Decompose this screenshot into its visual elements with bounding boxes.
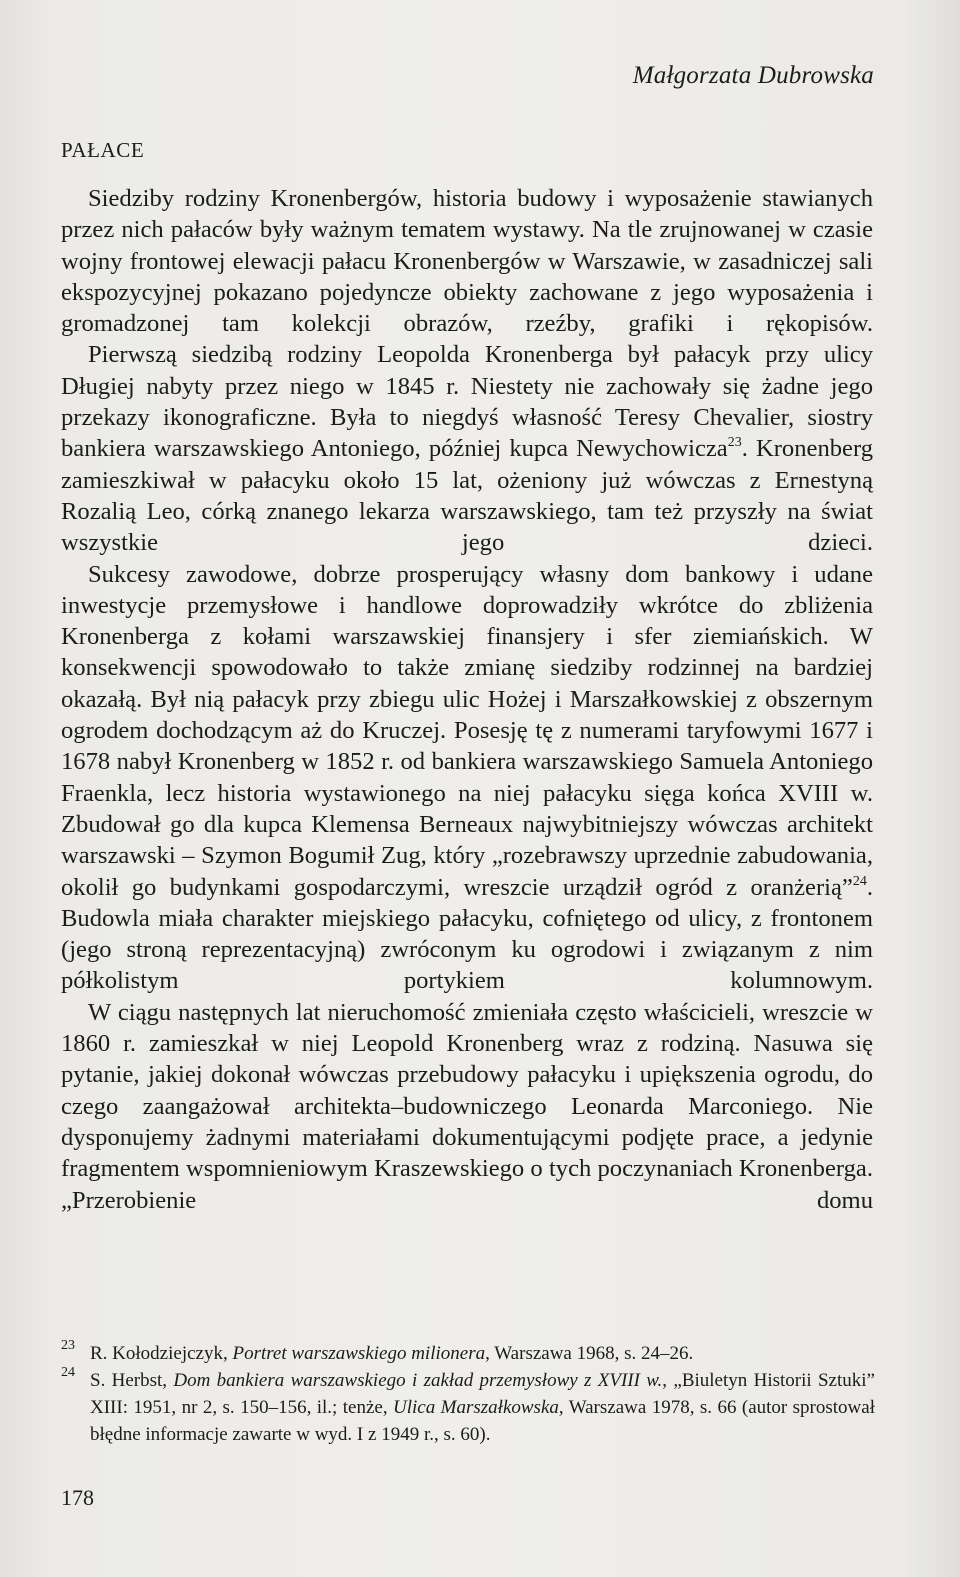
footnote-text: , Warszawa 1978, s. 66 (autor sprostował błędne informacje zawarte w wyd. I z 1949 r., s. 60). [90,1397,875,1445]
paragraph-3 [61,559,873,997]
footnotes [61,1340,875,1448]
paragraph-4 [61,997,873,1216]
footnote-work-title: Portret warszawskiego milionera [232,1343,486,1364]
paragraph-2-text-end: . Kronenberg zamieszkiwał w pałacyku około 15 lat, ożeniony już wówczas z Ernestyną Rozalią Leo, córką znanego lekarza warszawskiego, tam też przyszły na świat wszystkie jego dzieci. [61,435,873,557]
paragraph-2 [61,339,873,558]
footnote-text: , „Biuletyn Historii Sztuki” XIII: 1951, nr 2, s. 150–156, il.; tenże, [90,1370,875,1418]
footnote-text: S. Herbst, [90,1370,174,1391]
footnote-ref-23: 23 [727,435,742,451]
footnote-23 [61,1340,875,1367]
footnote-work-title: Dom bankiera warszawskiego i zakład przemysłowy z XVIII w. [173,1370,663,1391]
paragraph-3-text-start: Sukcesy zawodowe, dobrze prosperujący własny dom bankowy i udane inwestycje przemysłowe i handlowe doprowadziły wkrótce do zbliżenia Kronenberga z kołami warszawskiej finansjery i sfer ziemiańskich. W konsekwencji spowodowało to także zmianę siedziby rodzinnej na bardziej okazałą. Był nią pałacyk przy zbiegu ulic Hożej i Marszałkowskiej z obszernym ogrodem dochodzącym aż do Kruczej. Posesję tę z numerami taryfowymi 1677 i 1678 nabył Kronenberg w 1852 r. od bankiera warszawskiego Samuela Antoniego Fraenkla, lecz historia wystawionego na niej pałacyku sięga końca XVIII w. Zbudował go dla kupca Klemensa Berneaux najwybitniejszy wówczas architekt warszawski – Szymon Bogumił Zug, który „rozebrawszy uprzednie zabudowania, okolił go budynkami gospodarczymi, wreszcie urządził ogród z oranżerią” [61,560,873,901]
body-text [61,183,873,1216]
footnote-text: , Warszawa 1968, s. 24–26. [485,1343,694,1364]
footnote-text: R. Kołodziejczyk, [90,1343,233,1364]
paragraph-2-text-start: Pierwszą siedzibą rodziny Leopolda Kronenberga był pałacyk przy ulicy Długiej nabyty przez niego w 1845 r. Niestety nie zachowały się żadne jego przekazy ikonograficzne. Była to niegdyś własność Teresy Chevalier, siostry bankiera warszawskiego Antoniego, później kupca Newychowicza [61,341,873,463]
footnote-number: 24 [61,1365,75,1380]
section-title: PAŁACE [61,138,145,162]
footnote-ref-24: 24 [852,873,867,889]
footnote-number: 23 [61,1338,75,1353]
paragraph-1 [61,183,873,339]
footnote-24 [61,1367,875,1448]
page-number: 178 [61,1485,94,1510]
footnote-work-title: Ulica Marszałkowska [393,1397,559,1418]
paragraph-1-text: Siedziby rodziny Kronenbergów, historia budowy i wyposażenie stawianych przez nich pałaców były ważnym tematem wystawy. Na tle zrujnowanej w czasie wojny frontowej elewacji pałacu Kronenbergów w Warszawie, w zasadniczej sali ekspozycyjnej pokazano pojedyncze obiekty zachowane z jego wyposażenia i gromadzonej tam kolekcji obrazów, rzeźby, grafiki i rękopisów. [61,185,873,338]
paragraph-3-text-end: . Budowla miała charakter miejskiego pałacyku, cofniętego od ulicy, z frontonem (jego stroną reprezentacyjną) zwróconym ku ogrodowi i związanym z nim półkolistym portykiem kolumnowym. [61,873,873,995]
paragraph-4-text: W ciągu następnych lat nieruchomość zmieniała często właścicieli, wreszcie w 1860 r. zamieszkał w niej Leopold Kronenberg wraz z rodziną. Nasuwa się pytanie, jakiej dokonał wówczas przebudowy pałacyku i upiększenia ogrodu, do czego zaangażował architekta–budowniczego Leonarda Marconiego. Nie dysponujemy żadnymi materiałami dokumentującymi podjęte prace, a jedynie fragmentem wspomnieniowym Kraszewskiego o tych poczynaniach Kronenberga. „Przerobienie domu [61,998,873,1214]
running-head-author: Małgorzata Dubrowska [632,62,874,89]
